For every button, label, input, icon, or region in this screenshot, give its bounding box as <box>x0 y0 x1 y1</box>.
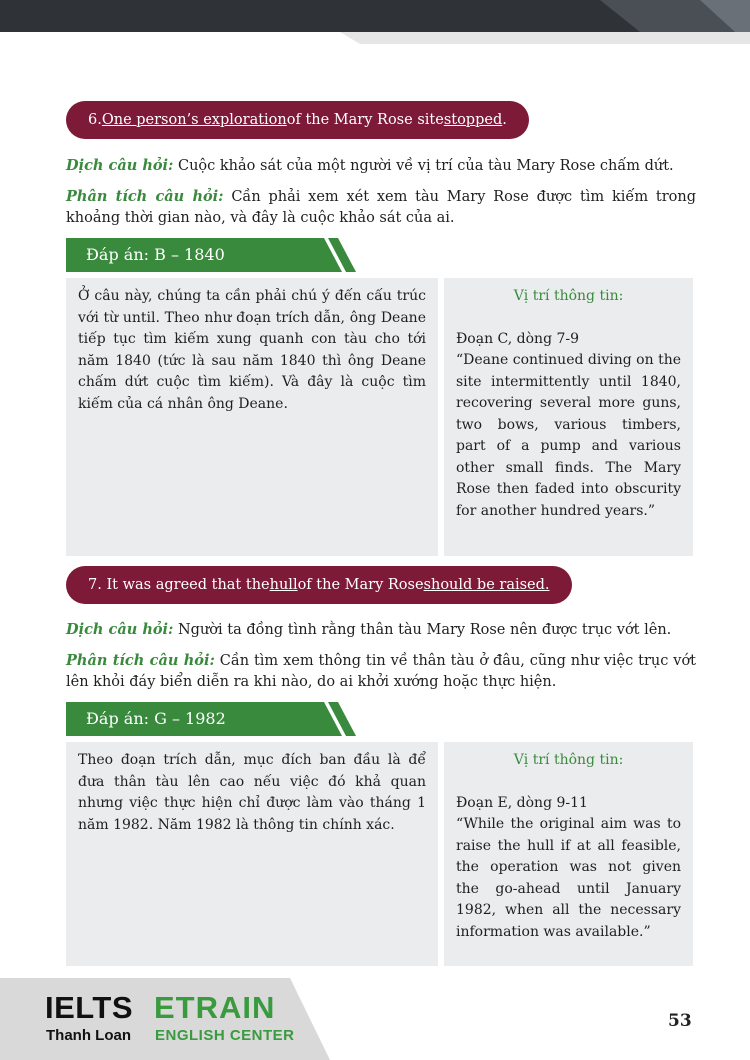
logo-english-center: ENGLISH CENTER <box>155 1027 295 1044</box>
question-6-period: . <box>502 112 507 128</box>
question-6-underlined-subject: One person’s exploration <box>101 112 287 128</box>
answer-6-text: Đáp án: B – 1840 <box>86 245 225 264</box>
question-6-number: 6. <box>88 112 102 128</box>
logo-ielts: IELTS <box>45 990 134 1025</box>
answer-7-text: Đáp án: G – 1982 <box>86 709 226 728</box>
logo-thanh-loan: Thanh Loan <box>46 1027 131 1044</box>
translation-text: Người ta đồng tình rằng thân tàu Mary Rose nên được trục vớt lên. <box>173 622 672 638</box>
question-6-underlined-verb: stopped <box>443 112 503 128</box>
analysis-text: Cần tìm xem thông tin về thân tàu ở đâu, cũng như việc trục vớt lên khỏi đáy biển diễn ra khi nào, do ai khởi xướng hoặc thực hiện. <box>66 653 696 690</box>
explanation-text: Ở câu này, chúng ta cần phải chú ý đến cấu trúc với từ until. Theo như đoạn trích dẫn, ông Deane tiếp tục tìm kiếm xung quanh con tàu cho tới năm 1840 (tức là sau năm 1840 thì ông Deane chấm dứt cuộc tìm kiếm). Và đây là cuộc tìm kiếm của cá nhân ông Deane. <box>78 288 426 412</box>
question-7-text: 7. It was agreed that the <box>88 577 270 593</box>
answer-6-explanation <box>66 278 438 556</box>
source-quote: “While the original aim was to raise the hull if at all feasible, the operation was not given the go-ahead until January 1982, when all the necessary information was available.” <box>456 816 681 940</box>
answer-6-banner <box>66 238 358 272</box>
question-7-translation <box>66 619 696 641</box>
source-location: Đoạn C, dòng 7-9 <box>456 330 580 347</box>
answer-7-explanation <box>66 742 438 966</box>
logo-etrain: ETRAIN <box>154 990 276 1025</box>
page-number: 53 <box>668 1011 692 1031</box>
source-label: Vị trí thông tin: <box>513 288 624 304</box>
answer-7-banner <box>66 702 358 736</box>
question-6-pill <box>66 101 529 139</box>
question-6-translation <box>66 155 696 177</box>
source-label: Vị trí thông tin: <box>513 752 624 768</box>
question-7-analysis <box>66 650 696 693</box>
question-6-analysis <box>66 186 696 229</box>
translation-label: Dịch câu hỏi: <box>66 621 174 638</box>
question-7-pill <box>66 566 572 604</box>
translation-label: Dịch câu hỏi: <box>66 157 174 174</box>
source-quote: “Deane continued diving on the site intermittently until 1840, recovering several more guns, two bows, various timbers, part of a pump and various other small finds. The Mary Rose then faded into obscurity for another hundred years.” <box>456 352 681 519</box>
explanation-text: Theo đoạn trích dẫn, mục đích ban đầu là để đưa thân tàu lên cao nếu việc đó khả quan nhưng việc thực hiện chỉ được làm vào tháng 1 năm 1982. Năm 1982 là thông tin chính xác. <box>78 752 426 833</box>
analysis-label: Phân tích câu hỏi: <box>66 188 224 205</box>
answer-7-source <box>444 742 693 966</box>
question-6-text: of the Mary Rose site <box>286 112 444 128</box>
source-location: Đoạn E, dòng 9-11 <box>456 794 588 811</box>
analysis-text: Cần phải xem xét xem tàu Mary Rose được tìm kiếm trong khoảng thời gian nào, và đây là cuộc khảo sát của ai. <box>66 189 696 226</box>
translation-text: Cuộc khảo sát của một người về vị trí của tàu Mary Rose chấm dứt. <box>173 158 674 174</box>
analysis-label: Phân tích câu hỏi: <box>66 652 215 669</box>
question-7-underlined-raised: should be raised. <box>423 577 550 593</box>
question-7-underlined-hull: hull <box>269 577 298 593</box>
question-7-text-mid: of the Mary Rose <box>297 577 424 593</box>
answer-6-source <box>444 278 693 556</box>
header-decoration <box>0 0 750 44</box>
